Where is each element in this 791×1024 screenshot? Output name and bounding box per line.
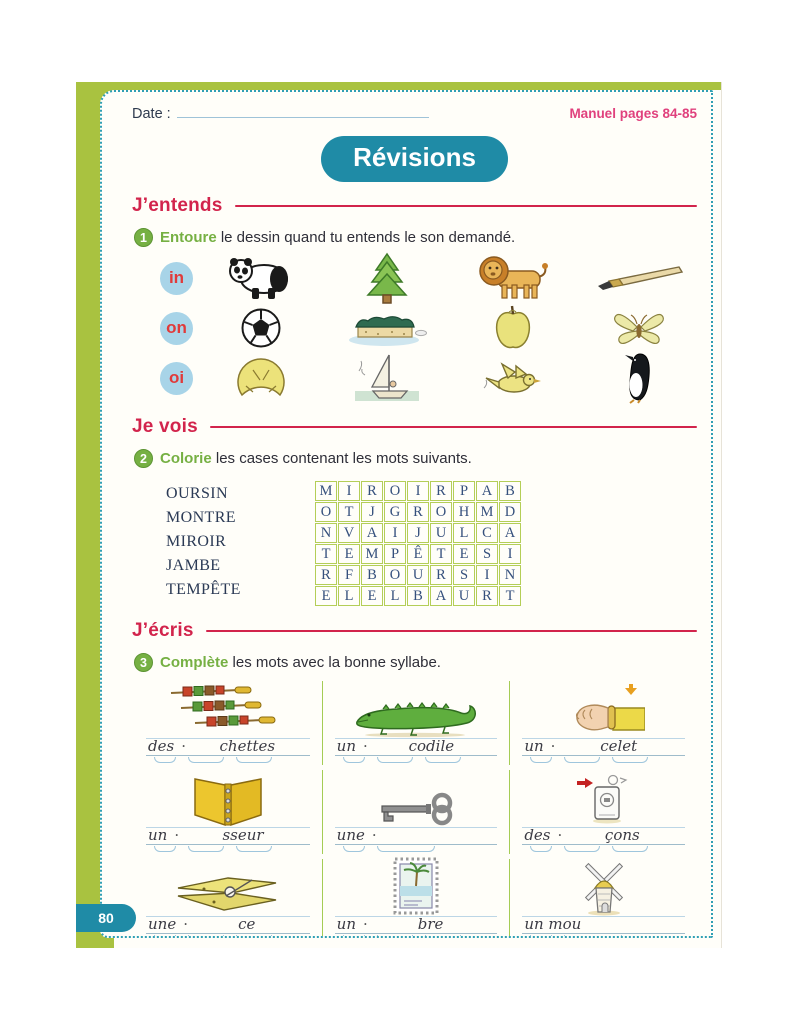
grid-cell[interactable]: R: [430, 481, 452, 501]
grid-cell[interactable]: L: [338, 586, 360, 606]
grid-cell[interactable]: Ê: [407, 544, 429, 564]
syllable-marks: [146, 934, 310, 938]
grid-cell[interactable]: M: [361, 544, 383, 564]
word-after: sseur: [222, 826, 264, 844]
grid-cell[interactable]: S: [453, 565, 475, 585]
wordsearch-block: [166, 480, 697, 607]
word-before: un: [336, 915, 356, 933]
grid-cell[interactable]: L: [453, 523, 475, 543]
panda-icon[interactable]: [203, 255, 319, 301]
section-ecris-heading: [132, 620, 697, 642]
syllable-marks: [335, 845, 498, 854]
stamp-icon: [335, 862, 498, 916]
grid-cell[interactable]: J: [407, 523, 429, 543]
grid-cell[interactable]: P: [453, 481, 475, 501]
grid-cell[interactable]: T: [338, 502, 360, 522]
scallop-arc: [343, 846, 365, 852]
sound-row-in: [160, 253, 697, 303]
separator-dot: ·: [550, 737, 556, 755]
word-before: un: [336, 737, 356, 755]
island-icon[interactable]: [329, 309, 445, 347]
scallop-arc: [154, 757, 176, 763]
scallop-arc: [425, 935, 461, 938]
grid-cell[interactable]: A: [430, 586, 452, 606]
sound-row-on: [160, 303, 697, 353]
grid-cell[interactable]: T: [315, 544, 337, 564]
butterfly-icon[interactable]: [581, 307, 697, 349]
scallop-arc: [154, 935, 176, 938]
grid-cell[interactable]: O: [430, 502, 452, 522]
grid-cell[interactable]: U: [430, 523, 452, 543]
grid-row: [315, 502, 521, 522]
word-item: TEMPÊTE: [166, 581, 241, 598]
heading-rule: [210, 426, 697, 428]
grid-cell[interactable]: S: [476, 544, 498, 564]
sound-label-on: on: [160, 312, 193, 345]
grid-row: [315, 544, 521, 564]
grid-cell[interactable]: H: [453, 502, 475, 522]
manual-pages-ref: Manuel pages 84-85: [569, 106, 697, 121]
grid-cell[interactable]: G: [384, 502, 406, 522]
exercise-2-text: les cases contenant les mots suivants.: [215, 450, 472, 467]
letter-grid: [314, 480, 522, 607]
exercise-2-verb: Colorie: [160, 450, 212, 467]
top-green-strip: [76, 82, 721, 90]
scallop-arc: [425, 757, 461, 763]
scallop-arc: [343, 935, 365, 938]
exercise-2-number-badge: 2: [134, 449, 153, 468]
syllable-marks: [146, 756, 310, 765]
croissant-icon[interactable]: [203, 355, 319, 401]
word-before: un mou: [524, 915, 582, 933]
grid-cell[interactable]: R: [430, 565, 452, 585]
section-entends-heading: [132, 195, 697, 217]
syllable-marks: [522, 934, 685, 938]
skewers-icon: [146, 684, 310, 738]
sound-label-oi: oi: [160, 362, 193, 395]
grid-cell[interactable]: M: [476, 502, 498, 522]
word-before: des: [524, 826, 551, 844]
separator-dot: ·: [181, 737, 186, 755]
heading-jentends: J’entends: [132, 195, 223, 216]
sound-label-in: in: [160, 262, 193, 295]
syllable-line[interactable]: [335, 827, 498, 845]
grid-cell[interactable]: I: [338, 481, 360, 501]
syllable-marks: [522, 756, 685, 765]
word-before: une: [336, 826, 365, 844]
word-before: des: [148, 737, 175, 755]
word-item: OURSIN: [166, 485, 228, 502]
separator-dot: ·: [362, 737, 368, 755]
crocodile-icon: [335, 684, 498, 738]
grid-cell[interactable]: M: [315, 481, 337, 501]
syllable-cell: [134, 770, 322, 854]
scallop-arc: [530, 846, 552, 852]
scallop-arc: [236, 935, 272, 938]
grid-cell[interactable]: O: [384, 481, 406, 501]
scallop-arc: [564, 846, 600, 852]
paintbrush-icon[interactable]: [581, 265, 697, 291]
separator-dot: ·: [174, 826, 180, 844]
syllable-cell: [134, 859, 322, 938]
grid-cell[interactable]: A: [499, 523, 521, 543]
grid-cell[interactable]: R: [407, 502, 429, 522]
word-before: un: [524, 737, 544, 755]
exercise-3-verb: Complète: [160, 654, 229, 671]
grid-cell[interactable]: E: [338, 544, 360, 564]
syllable-line[interactable]: [146, 916, 310, 934]
word-after: codile: [408, 737, 455, 755]
scallop-arc: [530, 935, 552, 938]
grid-cell[interactable]: I: [407, 481, 429, 501]
sound-rows: [160, 253, 697, 403]
scallop-arc: [612, 757, 648, 763]
separator-dot: ·: [183, 915, 188, 933]
date-input-line[interactable]: [177, 106, 429, 118]
scallop-arc: [564, 935, 622, 938]
syllable-cell: [509, 859, 697, 938]
word-item: JAMBE: [166, 557, 221, 574]
separator-dot: ·: [362, 915, 368, 933]
grid-cell[interactable]: I: [476, 565, 498, 585]
word-item: MONTRE: [166, 509, 236, 526]
syllable-cell: [509, 681, 697, 765]
grid-cell[interactable]: E: [453, 544, 475, 564]
syllable-marks: [522, 845, 685, 854]
syllable-line[interactable]: [522, 827, 685, 845]
separator-dot: ·: [557, 826, 563, 844]
grid-cell[interactable]: T: [499, 586, 521, 606]
grid-cell[interactable]: B: [407, 586, 429, 606]
syllable-line[interactable]: [146, 827, 310, 845]
heading-rule: [206, 630, 697, 632]
letter-grid-body: [315, 481, 521, 606]
grid-cell[interactable]: R: [315, 565, 337, 585]
word-after: chettes: [219, 737, 276, 755]
syllable-cell: [322, 770, 510, 854]
syllable-marks: [335, 756, 498, 765]
grid-cell[interactable]: U: [407, 565, 429, 585]
key-icon: [335, 773, 498, 827]
word-before: un: [148, 826, 168, 844]
grid-cell[interactable]: C: [476, 523, 498, 543]
exercise-1-instruction: [134, 228, 697, 247]
grid-cell[interactable]: J: [361, 502, 383, 522]
lion-icon[interactable]: [455, 255, 571, 301]
scallop-arc: [188, 757, 224, 763]
syllable-line[interactable]: [522, 916, 685, 934]
grid-cell[interactable]: E: [361, 586, 383, 606]
word-item: MIROIR: [166, 533, 227, 550]
scallop-arc: [343, 757, 365, 763]
scallop-arc: [612, 846, 648, 852]
page-title: Révisions: [321, 136, 508, 182]
scallop-arc: [236, 757, 272, 763]
grid-cell[interactable]: A: [476, 481, 498, 501]
apple-icon[interactable]: [455, 305, 571, 351]
word-after: ce: [238, 915, 256, 933]
scallop-arc: [188, 935, 224, 938]
grid-cell[interactable]: I: [499, 544, 521, 564]
grid-cell[interactable]: T: [430, 544, 452, 564]
word-after: celet: [600, 737, 638, 755]
syllable-cell: [322, 681, 510, 765]
grid-row: [315, 523, 521, 543]
grid-cell[interactable]: N: [315, 523, 337, 543]
penguin-icon[interactable]: [581, 352, 697, 404]
syllable-cell: [134, 681, 322, 765]
exercise-3-instruction: [134, 653, 697, 672]
grid-cell[interactable]: R: [361, 481, 383, 501]
exercise-1-number-badge: 1: [134, 228, 153, 247]
bracelet-icon: [522, 684, 685, 738]
scallop-arc: [530, 757, 552, 763]
section-vois-heading: [132, 416, 697, 438]
grid-cell[interactable]: R: [476, 586, 498, 606]
grid-cell[interactable]: B: [499, 481, 521, 501]
exercise-2-instruction: [134, 449, 697, 468]
syllable-cell: [509, 770, 697, 854]
grid-cell[interactable]: U: [453, 586, 475, 606]
scallop-arc: [377, 757, 413, 763]
grid-cell[interactable]: F: [338, 565, 360, 585]
date-row: [132, 106, 697, 122]
grid-cell[interactable]: B: [361, 565, 383, 585]
grid-cell[interactable]: L: [384, 586, 406, 606]
grid-row: [315, 565, 521, 585]
exercise-1-verb: Entoure: [160, 229, 217, 246]
grid-row: [315, 481, 521, 501]
syllable-line[interactable]: [335, 738, 498, 756]
grid-cell[interactable]: O: [315, 502, 337, 522]
workbook-page: [76, 82, 722, 948]
grid-cell[interactable]: N: [499, 565, 521, 585]
grid-row: [315, 586, 521, 606]
word-list: [166, 480, 314, 607]
binder-icon: [146, 773, 310, 827]
grid-cell[interactable]: V: [338, 523, 360, 543]
dotted-frame: [100, 90, 713, 938]
word-before: une: [148, 915, 177, 933]
grid-cell[interactable]: A: [361, 523, 383, 543]
soccer-ball-icon[interactable]: [203, 307, 319, 349]
heading-rule: [235, 205, 698, 207]
date-label: Date :: [132, 106, 171, 122]
syllable-grid: [134, 681, 697, 938]
syllable-line[interactable]: [522, 738, 685, 756]
scallop-arc: [236, 846, 272, 852]
grid-cell[interactable]: D: [499, 502, 521, 522]
heading-jecris: J’écris: [132, 620, 194, 641]
exercise-3-number-badge: 3: [134, 653, 153, 672]
page-number: 80: [98, 910, 114, 926]
scallop-arc: [564, 757, 600, 763]
page-number-badge: [76, 904, 136, 932]
grid-cell[interactable]: E: [315, 586, 337, 606]
exercise-1-text: le dessin quand tu entends le son demandé.: [220, 229, 516, 246]
scallop-arc: [188, 846, 224, 852]
ice-dispenser-icon: [522, 773, 685, 827]
sailboat-icon[interactable]: [329, 353, 445, 403]
grid-cell[interactable]: O: [384, 565, 406, 585]
syllable-marks: [146, 845, 310, 854]
scallop-arc: [154, 846, 176, 852]
syllable-marks: [335, 934, 498, 938]
bird-icon[interactable]: [455, 358, 571, 398]
separator-dot: ·: [371, 826, 377, 844]
exercise-3-text: les mots avec la bonne syllabe.: [232, 654, 441, 671]
syllable-line[interactable]: [146, 738, 310, 756]
grid-cell[interactable]: P: [384, 544, 406, 564]
fir-tree-icon[interactable]: [329, 252, 445, 304]
windmill-icon: [522, 862, 685, 916]
scallop-arc: [377, 846, 435, 852]
syllable-line[interactable]: [335, 916, 498, 934]
grid-cell[interactable]: I: [384, 523, 406, 543]
heading-jevois: Je vois: [132, 416, 198, 437]
sound-row-oi: [160, 353, 697, 403]
word-after: çons: [604, 826, 640, 844]
scallop-arc: [377, 935, 413, 938]
clothespin-icon: [146, 862, 310, 916]
syllable-cell: [322, 859, 510, 938]
word-after: bre: [417, 915, 444, 933]
